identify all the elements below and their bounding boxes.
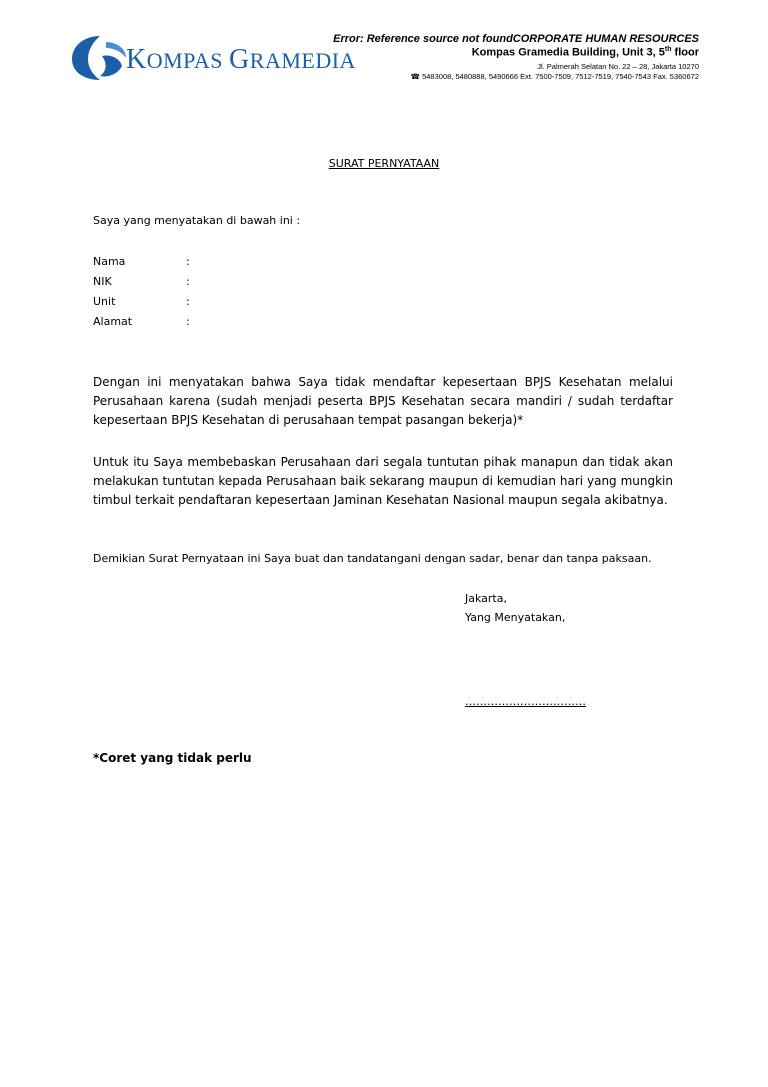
intro-text: Saya yang menyatakan di bawah ini : xyxy=(93,214,301,227)
header-error-line: Error: Reference source not foundCORPORATE HUMAN RESOURCES xyxy=(333,33,699,45)
footnote: *Coret yang tidak perlu xyxy=(93,751,252,765)
field-label-nik: NIK xyxy=(93,275,112,288)
field-colon: : xyxy=(186,295,190,308)
document-title: SURAT PERNYATAAN xyxy=(328,157,440,170)
paragraph-statement: Dengan ini menyatakan bahwa Saya tidak mendaftar kepesertaan BPJS Kesehatan melalui Perusahaan karena (sudah menjadi peserta BPJS Kesehatan secara mandiri / sudah terdaftar kepesertaan BPJS Kesehatan di perusahaan tempat pasangan bekerja)* xyxy=(93,375,673,427)
header-building-line: Kompas Gramedia Building, Unit 3, 5th floor xyxy=(471,46,699,59)
field-colon: : xyxy=(186,315,190,328)
signature-signer-label: Yang Menyatakan, xyxy=(465,611,566,624)
field-label-nama: Nama xyxy=(93,255,126,268)
field-label-alamat: Alamat xyxy=(93,315,133,328)
header-address-line: Jl. Palmerah Selatan No. 22 – 28, Jakarta 10270 xyxy=(537,62,699,71)
field-colon: : xyxy=(186,275,190,288)
phone-icon: ☎ xyxy=(410,72,420,81)
signature-line: …………………………… xyxy=(465,695,586,708)
field-label-unit: Unit xyxy=(93,295,116,308)
brand-name: KOMPAS GRAMEDIA xyxy=(126,44,356,75)
paragraph-release: Untuk itu Saya membebaskan Perusahaan dari segala tuntutan pihak manapun dan tidak akan melakukan tuntutan kepada Perusahaan baik sekarang maupun di kemudian hari yang mungkin timbul terkait pendaftaran kepesertaan Jaminan Kesehatan Nasional maupun segala akibatnya. xyxy=(93,455,673,507)
kompas-gramedia-logo-icon xyxy=(70,34,130,82)
header-phone-line: ☎ 5483008, 5480888, 5490666 Ext. 7500-7509, 7512-7519, 7540-7543 Fax. 5360672 xyxy=(410,72,699,81)
signature-place: Jakarta, xyxy=(465,592,507,605)
paragraph-closing: Demikian Surat Pernyataan ini Saya buat dan tandatangani dengan sadar, benar dan tanpa paksaan. xyxy=(93,552,652,565)
field-colon: : xyxy=(186,255,190,268)
